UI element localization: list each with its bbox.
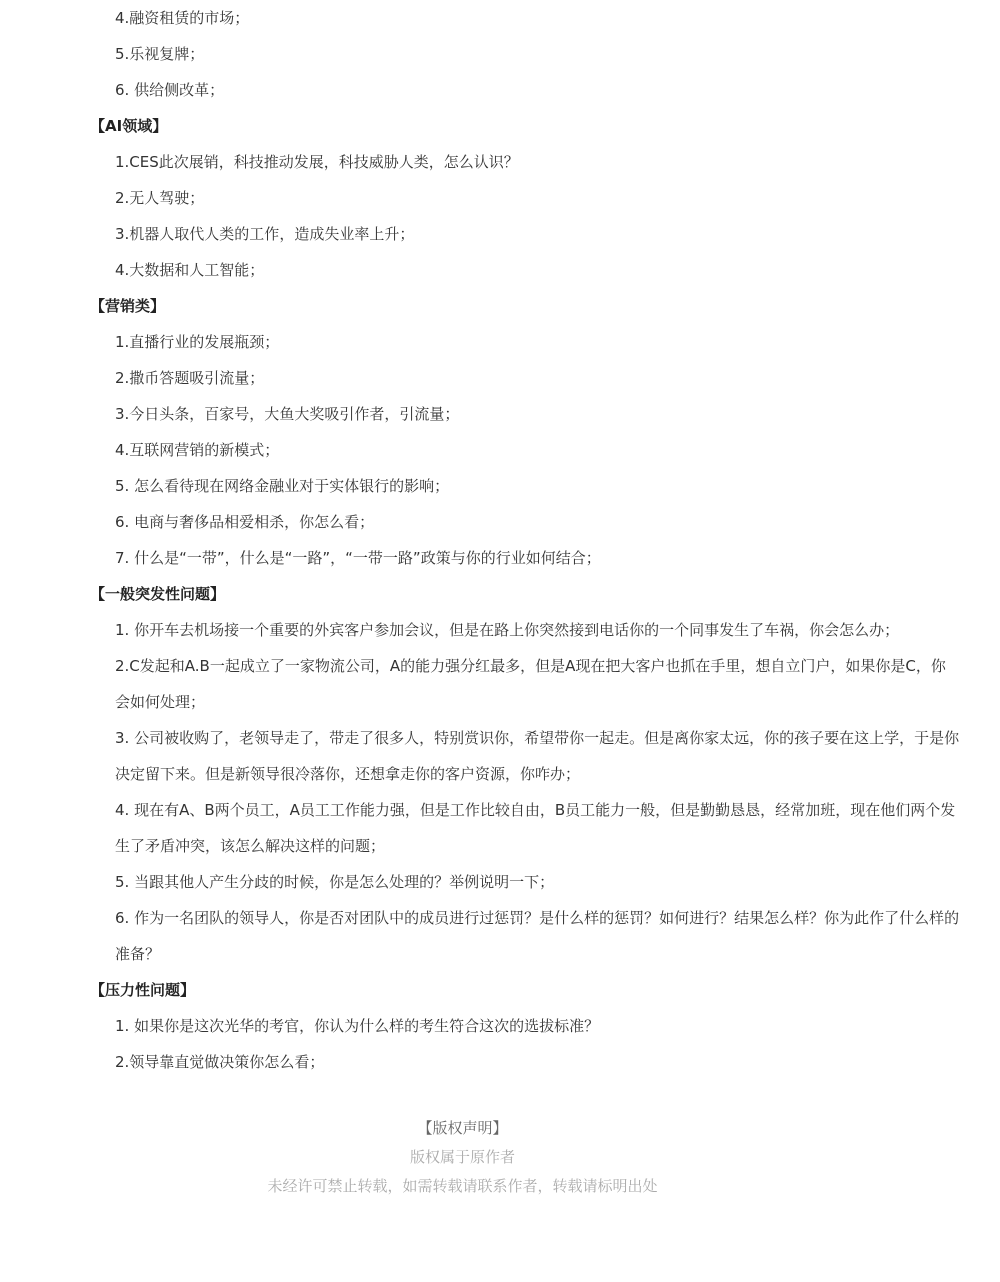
section-heading-marketing: 【营销类】 [90, 297, 166, 315]
list-item: 5. 怎么看待现在网络金融业对于实体银行的影响； [115, 477, 450, 495]
copyright-title: 【版权声明】 [417, 1119, 508, 1137]
list-item: 1. 你开车去机场接一个重要的外宾客户参加会议，但是在路上你突然接到电话你的一个同事发生了车祸，你会怎么办； [115, 621, 900, 639]
list-item: 3.今日头条，百家号，大鱼大奖吸引作者，引流量； [115, 405, 460, 423]
list-item: 6. 供给侧改革； [115, 81, 225, 99]
list-item: 5.乐视复牌； [115, 45, 205, 63]
list-item: 5. 当跟其他人产生分歧的时候，你是怎么处理的？举例说明一下； [115, 873, 555, 891]
list-item: 6. 电商与奢侈品相爱相杀，你怎么看； [115, 513, 375, 531]
section-heading-ai: 【AI领域】 [90, 117, 168, 135]
list-item: 7. 什么是“一带”，什么是“一路”，“一带一路”政策与你的行业如何结合； [115, 549, 601, 567]
list-item: 2.领导靠直觉做决策你怎么看； [115, 1053, 325, 1071]
section-heading-pressure: 【压力性问题】 [90, 981, 196, 999]
section-heading-emergency: 【一般突发性问题】 [90, 585, 226, 603]
list-item: 4.互联网营销的新模式； [115, 441, 280, 459]
list-item: 1.CES此次展销，科技推动发展，科技威胁人类，怎么认识？ [115, 153, 519, 171]
copyright-notice: 未经许可禁止转载，如需转载请联系作者，转载请标明出处 [267, 1177, 658, 1195]
list-item: 1.直播行业的发展瓶颈； [115, 333, 280, 351]
copyright-footer [0, 1114, 925, 1201]
copyright-owner: 版权属于原作者 [409, 1148, 515, 1166]
list-item: 4. 现在有A、B两个员工，A员工工作能力强，但是工作比较自由，B员工能力一般，但是勤勤恳恳，经常加班，现在他们两个发生了矛盾冲突，该怎么解决这样的问题； [115, 801, 956, 855]
list-item: 2.撒币答题吸引流量； [115, 369, 265, 387]
list-item: 2.C发起和A.B一起成立了一家物流公司，A的能力强分红最多，但是A现在把大客户也抓在手里，想自立门户，如果你是C，你会如何处理； [115, 657, 946, 711]
list-item: 2.无人驾驶； [115, 189, 205, 207]
list-item: 3.机器人取代人类的工作，造成失业率上升； [115, 225, 415, 243]
article-body [90, 0, 960, 1080]
list-item: 4.融资租赁的市场； [115, 9, 250, 27]
list-item: 1. 如果你是这次光华的考官，你认为什么样的考生符合这次的选拔标准？ [115, 1017, 600, 1035]
list-item: 4.大数据和人工智能； [115, 261, 265, 279]
list-item: 3. 公司被收购了，老领导走了，带走了很多人，特别赏识你，希望带你一起走。但是离你家太远，你的孩子要在这上学，于是你决定留下来。但是新领导很冷落你，还想拿走你的客户资源，你咋办； [115, 729, 960, 783]
list-item: 6. 作为一名团队的领导人，你是否对团队中的成员进行过惩罚？是什么样的惩罚？如何进行？结果怎么样？你为此作了什么样的准备？ [115, 909, 960, 963]
